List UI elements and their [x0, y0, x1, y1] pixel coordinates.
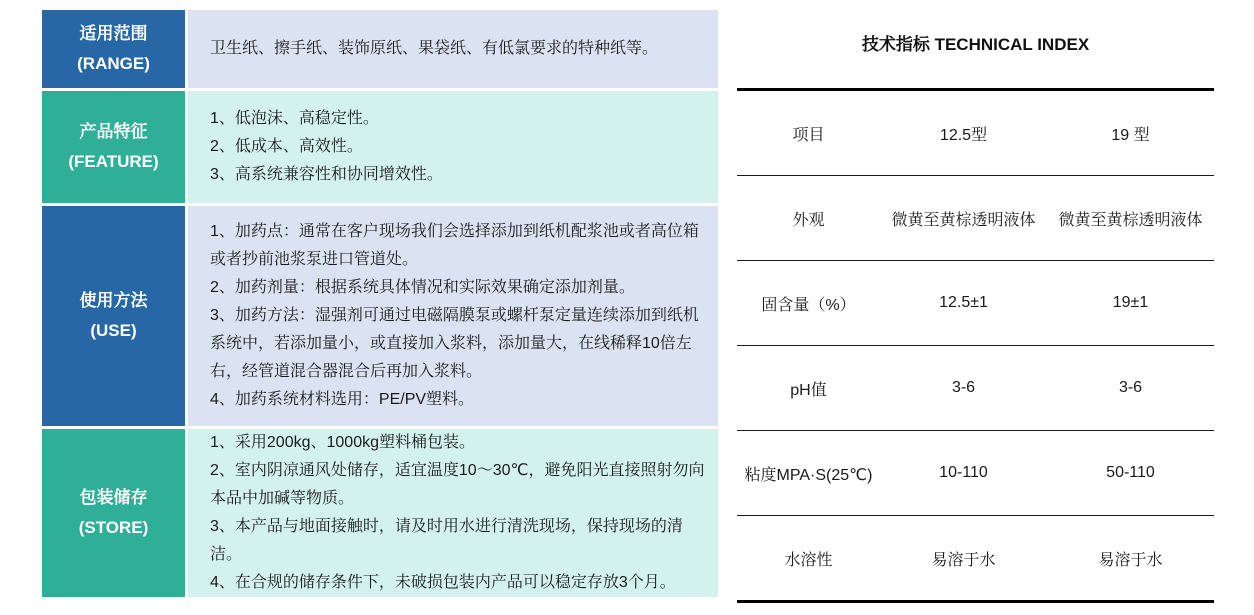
tech-cell-label: 粘度MPA·S(25℃): [744, 466, 873, 484]
tech-cell-label: 水溶性: [784, 551, 833, 569]
range-line: 卫生纸、擦手纸、装饰原纸、果袋纸、有低氯要求的特种纸等。: [210, 40, 659, 57]
tech-cell-label: 固含量（%）: [761, 296, 856, 314]
tech-cell-value: 易溶于水: [1098, 551, 1163, 569]
store-line: 4、在合规的储存条件下，未破损包装内产品可以稳定存放3个月。: [210, 574, 676, 591]
technical-index-panel: [737, 10, 1214, 603]
feature-header-cell: [42, 91, 185, 203]
tech-cell-value: 微黄至黄棕透明液体: [1058, 211, 1203, 229]
tech-cell-label: pH值: [790, 381, 827, 399]
tech-cell-value: 易溶于水: [931, 551, 996, 569]
technical-index-table: [737, 88, 1214, 603]
tech-cell-value: 微黄至黄棕透明液体: [891, 211, 1036, 229]
range-header-cn: 适用范围: [79, 24, 148, 43]
use-line: 3、加药方法：湿强剂可通过电磁隔膜泵或螺杆泵定量连续添加到纸机系统中，若添加量小，或直接加入浆料，添加量大，在线稀释10倍左右，经管道混合器混合后再加入浆料。: [210, 307, 699, 380]
tech-row-appearance: [737, 176, 1214, 261]
range-header-en: (RANGE): [77, 54, 150, 73]
feature-line: 3、高系统兼容性和协同增效性。: [210, 166, 443, 183]
tech-row-solid-content: [737, 261, 1214, 346]
use-line: 1、加药点：通常在客户现场我们会选择添加到纸机配浆池或者高位箱或者抄前池浆泵进口管道处。: [210, 223, 699, 268]
feature-line: 1、低泡沫、高稳定性。: [210, 110, 379, 127]
tech-row-viscosity: [737, 431, 1214, 516]
store-content-cell: [188, 429, 718, 597]
use-header-cn: 使用方法: [79, 291, 148, 310]
range-content-cell: [188, 10, 718, 88]
store-line: 2、室内阴凉通风处储存，适宜温度10～30℃，避免阳光直接照射勿向本品中加碱等物质。: [210, 462, 705, 507]
store-line: 1、采用200kg、1000kg塑料桶包装。: [210, 434, 475, 451]
store-line: 3、本产品与地面接触时，请及时用水进行清洗现场，保持现场的清洁。: [210, 518, 683, 563]
tech-cell-label: 外观: [792, 211, 825, 229]
use-header-en: (USE): [90, 321, 137, 340]
tech-col-header-type125: 12.5型: [939, 126, 988, 144]
tech-cell-value: 19±1: [1112, 294, 1149, 311]
range-header-cell: [42, 10, 185, 88]
feature-header-en: (FEATURE): [68, 152, 159, 171]
feature-header-cn: 产品特征: [79, 122, 148, 141]
tech-cell-value: 12.5±1: [939, 294, 988, 311]
feature-content-cell: [188, 91, 718, 203]
store-header-cell: [42, 429, 185, 597]
tech-cell-value: 3-6: [951, 379, 976, 396]
spec-table: [42, 10, 718, 597]
use-line: 2、加药剂量：根据系统具体情况和实际效果确定添加剂量。: [210, 279, 635, 296]
store-header-cn: 包装储存: [79, 488, 148, 507]
tech-cell-value: 3-6: [1118, 379, 1143, 396]
feature-line: 2、低成本、高效性。: [210, 138, 363, 155]
tech-col-header-item: 项目: [792, 126, 825, 144]
use-line: 4、加药系统材料选用：PE/PV塑料。: [210, 391, 475, 408]
tech-row-ph: [737, 346, 1214, 431]
technical-index-title: 技术指标 TECHNICAL INDEX: [861, 35, 1090, 54]
tech-cell-value: 10-110: [939, 464, 988, 481]
tech-col-header-type19: 19 型: [1111, 126, 1150, 144]
tech-row-water-solubility: [737, 516, 1214, 600]
use-content-cell: [188, 206, 718, 426]
store-header-en: (STORE): [78, 518, 149, 537]
tech-header-row: [737, 91, 1214, 176]
tech-cell-value: 50-110: [1106, 464, 1155, 481]
use-header-cell: [42, 206, 185, 426]
